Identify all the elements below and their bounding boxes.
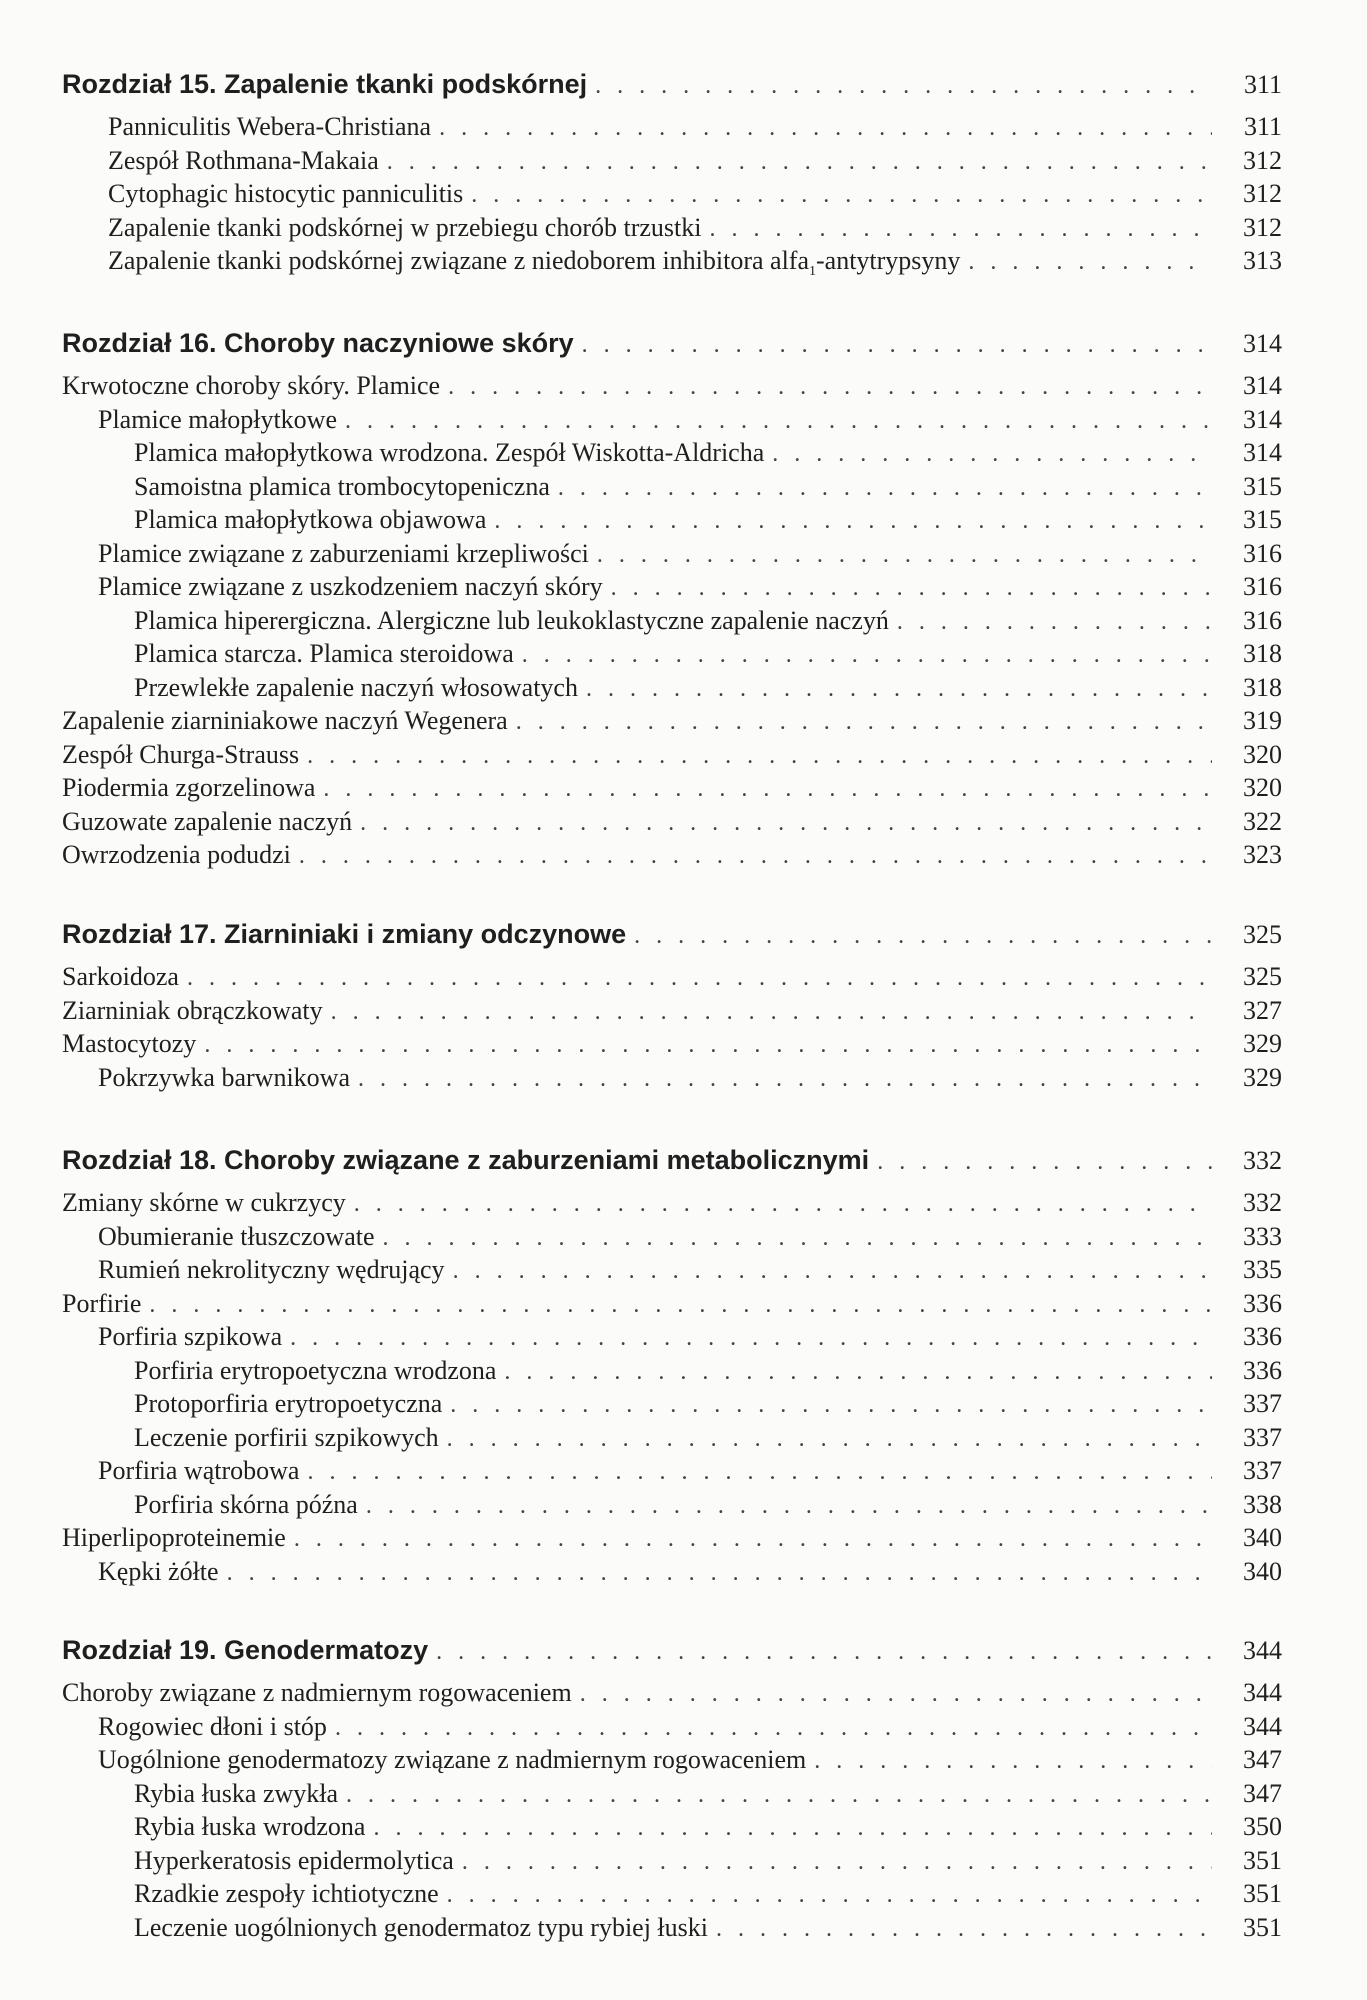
entry-title: Plamica hiperergiczna. Alergiczne lub leukoklastyczne zapalenie naczyń	[134, 605, 889, 635]
toc-entry[interactable]	[62, 1555, 1282, 1589]
entry-title: Piodermia zgorzelinowa	[62, 773, 316, 802]
page-number: 316	[1243, 538, 1282, 568]
entry-title-main: Zapalenie tkanki podskórnej związane z niedoborem inhibitora alfa	[108, 246, 809, 275]
toc-entry[interactable]	[62, 1287, 1282, 1321]
toc-entry[interactable]	[62, 1810, 1282, 1844]
toc-entry[interactable]	[62, 1354, 1282, 1388]
page-number: 316	[1243, 572, 1282, 601]
entry-title: Zespół Rothmana-Makaia	[108, 145, 379, 175]
page-number: 325	[1243, 920, 1282, 949]
dot-leader	[450, 1389, 1212, 1423]
page-number: 338	[1243, 1489, 1282, 1519]
dot-leader	[383, 1222, 1213, 1256]
dot-leader	[586, 673, 1212, 707]
toc-entry[interactable]	[62, 1844, 1282, 1878]
page-number: 329	[1243, 1062, 1282, 1092]
toc-entry[interactable]	[62, 671, 1282, 705]
entry-title: Choroby związane z nadmiernym rogowaceniem	[62, 1678, 572, 1707]
page-number: 344	[1243, 1711, 1282, 1741]
page-number: 314	[1243, 404, 1282, 434]
toc-entry[interactable]	[62, 738, 1282, 772]
page-number: 311	[1243, 70, 1282, 99]
toc-entry[interactable]	[62, 960, 1282, 994]
entry-title: Sarkoidoza	[62, 962, 179, 991]
dot-leader	[448, 371, 1212, 405]
dot-leader	[299, 840, 1212, 874]
page-number: 327	[1243, 995, 1282, 1025]
entry-title: Zapalenie tkanki podskórnej w przebiegu chorób trzustki	[108, 212, 702, 242]
page-number: 313	[1243, 246, 1282, 275]
page-number: 340	[1243, 1523, 1282, 1552]
page-number: 322	[1243, 806, 1282, 836]
page-number: 336	[1243, 1355, 1282, 1385]
entry-title: Krwotoczne choroby skóry. Plamice	[62, 371, 441, 400]
entry-title: Plamica starcza. Plamica steroidowa	[134, 639, 514, 668]
entry-title: Guzowate zapalenie naczyń	[62, 806, 353, 836]
entry-title: Ziarniniak obrączkowaty	[62, 995, 323, 1025]
dot-leader	[634, 914, 1212, 958]
toc-entry[interactable]	[62, 244, 1282, 278]
dot-leader	[580, 1678, 1212, 1712]
entry-title: Mastocytozy	[62, 1029, 197, 1058]
chapter-heading[interactable]	[62, 62, 1282, 106]
dot-leader	[294, 1523, 1212, 1557]
page-number: 347	[1243, 1778, 1282, 1808]
dot-leader	[323, 773, 1212, 807]
page-number: 347	[1243, 1745, 1282, 1774]
page-number: 350	[1243, 1812, 1282, 1841]
entry-title: Uogólnione genodermatozy związane z nadmiernym rogowaceniem	[98, 1745, 807, 1774]
page-number: 344	[1243, 1678, 1282, 1707]
dot-leader	[187, 962, 1212, 996]
toc-entry[interactable]	[62, 1421, 1282, 1455]
dot-leader	[558, 472, 1212, 506]
dot-leader	[522, 639, 1212, 673]
dot-leader	[204, 1029, 1212, 1063]
toc-entry[interactable]	[62, 1877, 1282, 1911]
dot-leader	[582, 323, 1212, 367]
entry-title: Hyperkeratosis epidermolytica	[134, 1845, 454, 1875]
dot-leader	[290, 1322, 1212, 1356]
dot-leader	[494, 505, 1212, 539]
entry-title: Rzadkie zespoły ichtiotyczne	[134, 1879, 439, 1908]
page-number: 318	[1243, 639, 1282, 668]
entry-title: Porfiria wątrobowa	[98, 1456, 300, 1485]
dot-leader	[447, 1423, 1212, 1457]
chapter-heading[interactable]	[62, 1628, 1282, 1672]
entry-title	[108, 244, 960, 289]
entry-title: Pokrzywka barwnikowa	[98, 1062, 350, 1092]
toc-entry[interactable]	[62, 1743, 1282, 1777]
page-number: 337	[1243, 1456, 1282, 1485]
entry-title: Protoporfiria erytropoetyczna	[134, 1389, 443, 1418]
page-number: 340	[1243, 1556, 1282, 1586]
dot-leader	[307, 1456, 1212, 1490]
toc-entry[interactable]	[62, 470, 1282, 504]
entry-title: Kępki żółte	[98, 1556, 219, 1586]
toc-entry[interactable]	[62, 1454, 1282, 1488]
toc-entry[interactable]	[62, 1061, 1282, 1095]
entry-title: Zmiany skórne w cukrzycy	[62, 1188, 346, 1217]
page-number: 329	[1243, 1029, 1282, 1058]
entry-title: Plamica małopłytkowa objawowa	[134, 505, 487, 534]
toc-entry[interactable]	[62, 771, 1282, 805]
toc-entry[interactable]	[62, 1220, 1282, 1254]
page-number: 320	[1243, 773, 1282, 802]
dot-leader	[373, 1812, 1212, 1846]
entry-title: Przewlekłe zapalenie naczyń włosowatych	[134, 672, 578, 702]
dot-leader	[597, 539, 1212, 573]
toc-entry[interactable]	[62, 369, 1282, 403]
page-number: 336	[1243, 1288, 1282, 1318]
entry-title: Porfiria erytropoetyczna wrodzona	[134, 1355, 497, 1385]
page-number: 323	[1243, 840, 1282, 869]
entry-title: Plamica małopłytkowa wrodzona. Zespół Wiskotta-Aldricha	[134, 438, 765, 467]
dot-leader	[516, 706, 1212, 740]
chapter-17	[62, 912, 1282, 1094]
toc-entry[interactable]	[62, 637, 1282, 671]
chapter-16	[62, 321, 1282, 872]
dot-leader	[453, 1255, 1212, 1289]
toc-entry[interactable]	[62, 805, 1282, 839]
chapter-title: Rozdział 18. Choroby związane z zaburzeniami metabolicznymi	[62, 1145, 870, 1175]
page-number: 351	[1243, 1912, 1282, 1942]
dot-leader	[387, 146, 1212, 180]
dot-leader	[360, 807, 1212, 841]
toc-entry[interactable]	[62, 1710, 1282, 1744]
page-number: 314	[1243, 371, 1282, 400]
chapter-title: Rozdział 19. Genodermatozy	[62, 1635, 429, 1665]
chapter-18	[62, 1138, 1282, 1588]
page-number: 333	[1243, 1221, 1282, 1251]
entry-title: Rybia łuska zwykła	[134, 1778, 339, 1808]
toc-entry[interactable]	[62, 110, 1282, 144]
entry-title: Rumień nekrolityczny wędrujący	[98, 1255, 445, 1284]
page-number: 315	[1243, 471, 1282, 501]
toc-entry[interactable]	[62, 704, 1282, 738]
page-number: 337	[1243, 1389, 1282, 1418]
entry-title: Porfiria skórna późna	[134, 1489, 358, 1519]
page-number: 315	[1243, 505, 1282, 534]
subscript: 1	[809, 264, 816, 280]
page-number: 332	[1243, 1146, 1282, 1175]
toc-entry[interactable]	[62, 604, 1282, 638]
entry-title: Plamice związane z zaburzeniami krzepliwości	[98, 538, 589, 568]
toc-entry[interactable]	[62, 537, 1282, 571]
chapter-heading[interactable]	[62, 321, 1282, 365]
toc-entry[interactable]	[62, 436, 1282, 470]
dot-leader	[346, 1779, 1212, 1813]
toc-entry[interactable]	[62, 144, 1282, 178]
dot-leader	[504, 1356, 1212, 1390]
entry-title: Zespół Churga-Strauss	[62, 739, 300, 769]
page-number: 316	[1243, 605, 1282, 635]
dot-leader	[877, 1140, 1212, 1184]
dot-leader	[471, 179, 1212, 213]
toc-entry[interactable]	[62, 570, 1282, 604]
toc-entry[interactable]	[62, 177, 1282, 211]
toc-entry[interactable]	[62, 1186, 1282, 1220]
page-number: 312	[1243, 145, 1282, 175]
page-number: 337	[1243, 1422, 1282, 1452]
entry-title: Rybia łuska wrodzona	[134, 1812, 366, 1841]
chapter-15	[62, 62, 1282, 278]
dot-leader	[335, 1712, 1212, 1746]
page-number: 351	[1243, 1879, 1282, 1908]
dot-leader	[307, 740, 1212, 774]
dot-leader	[354, 1188, 1212, 1222]
toc-entry[interactable]	[62, 1488, 1282, 1522]
toc-entry[interactable]	[62, 211, 1282, 245]
entry-title: Plamice małopłytkowe	[98, 404, 338, 434]
chapter-heading[interactable]	[62, 912, 1282, 956]
entry-title: Cytophagic histocytic panniculitis	[108, 179, 464, 208]
page-number: 335	[1243, 1255, 1282, 1284]
toc-entry[interactable]	[62, 1676, 1282, 1710]
entry-title: Leczenie uogólnionych genodermatoz typu rybiej łuski	[134, 1912, 708, 1942]
toc-entry[interactable]	[62, 1253, 1282, 1287]
page-number: 314	[1243, 438, 1282, 467]
toc-entry[interactable]	[62, 1777, 1282, 1811]
toc-entry[interactable]	[62, 503, 1282, 537]
dot-leader	[611, 572, 1212, 606]
entry-title: Leczenie porfirii szpikowych	[134, 1422, 439, 1452]
entry-title: Obumieranie tłuszczowate	[98, 1221, 375, 1251]
dot-leader	[439, 112, 1212, 146]
entry-title: Panniculitis Webera-Christiana	[108, 112, 432, 141]
page-number: 344	[1243, 1636, 1282, 1665]
dot-leader	[447, 1879, 1212, 1913]
dot-leader	[366, 1490, 1212, 1524]
toc-entry[interactable]	[62, 403, 1282, 437]
entry-title: Plamice związane z uszkodzeniem naczyń skóry	[98, 572, 603, 601]
page-number: 320	[1243, 739, 1282, 769]
entry-title: Samoistna plamica trombocytopeniczna	[134, 471, 550, 501]
page-number: 312	[1243, 212, 1282, 242]
page-number: 325	[1243, 962, 1282, 991]
dot-leader	[595, 64, 1212, 108]
dot-leader	[331, 996, 1212, 1030]
page-number: 319	[1243, 706, 1282, 735]
toc-entry[interactable]	[62, 1320, 1282, 1354]
dot-leader	[968, 246, 1212, 280]
chapter-heading[interactable]	[62, 1138, 1282, 1182]
toc-entry[interactable]	[62, 1521, 1282, 1555]
page-number: 311	[1243, 112, 1282, 141]
dot-leader	[436, 1630, 1212, 1674]
page-number: 332	[1243, 1188, 1282, 1217]
toc-entry[interactable]	[62, 838, 1282, 872]
page-number: 336	[1243, 1322, 1282, 1351]
entry-title-tail: -antytrypsyny	[816, 246, 961, 275]
dot-leader	[462, 1846, 1212, 1880]
chapter-title: Rozdział 17. Ziarniniaki i zmiany odczynowe	[62, 919, 627, 949]
entry-title: Rogowiec dłoni i stóp	[98, 1711, 327, 1741]
toc-entry[interactable]	[62, 1027, 1282, 1061]
dot-leader	[149, 1289, 1212, 1323]
entry-title: Porfirie	[62, 1288, 142, 1318]
dot-leader	[814, 1745, 1212, 1779]
entry-title: Porfiria szpikowa	[98, 1322, 283, 1351]
dot-leader	[772, 438, 1212, 472]
page-number: 314	[1243, 329, 1282, 358]
page-number: 312	[1243, 179, 1282, 208]
dot-leader	[227, 1557, 1212, 1591]
chapter-title: Rozdział 15. Zapalenie tkanki podskórnej	[62, 69, 588, 99]
dot-leader	[358, 1063, 1212, 1097]
entry-title: Owrzodzenia podudzi	[62, 840, 291, 869]
entry-title: Zapalenie ziarniniakowe naczyń Wegenera	[62, 706, 508, 735]
dot-leader	[716, 1913, 1212, 1947]
page-number: 318	[1243, 672, 1282, 702]
page-number: 351	[1243, 1845, 1282, 1875]
dot-leader	[709, 213, 1212, 247]
dot-leader	[897, 606, 1212, 640]
toc-entry[interactable]	[62, 1911, 1282, 1945]
toc-entry[interactable]	[62, 994, 1282, 1028]
dot-leader	[345, 405, 1212, 439]
entry-title: Hiperlipoproteinemie	[62, 1523, 286, 1552]
toc-entry[interactable]	[62, 1387, 1282, 1421]
chapter-19	[62, 1628, 1282, 1944]
chapter-title: Rozdział 16. Choroby naczyniowe skóry	[62, 328, 574, 358]
